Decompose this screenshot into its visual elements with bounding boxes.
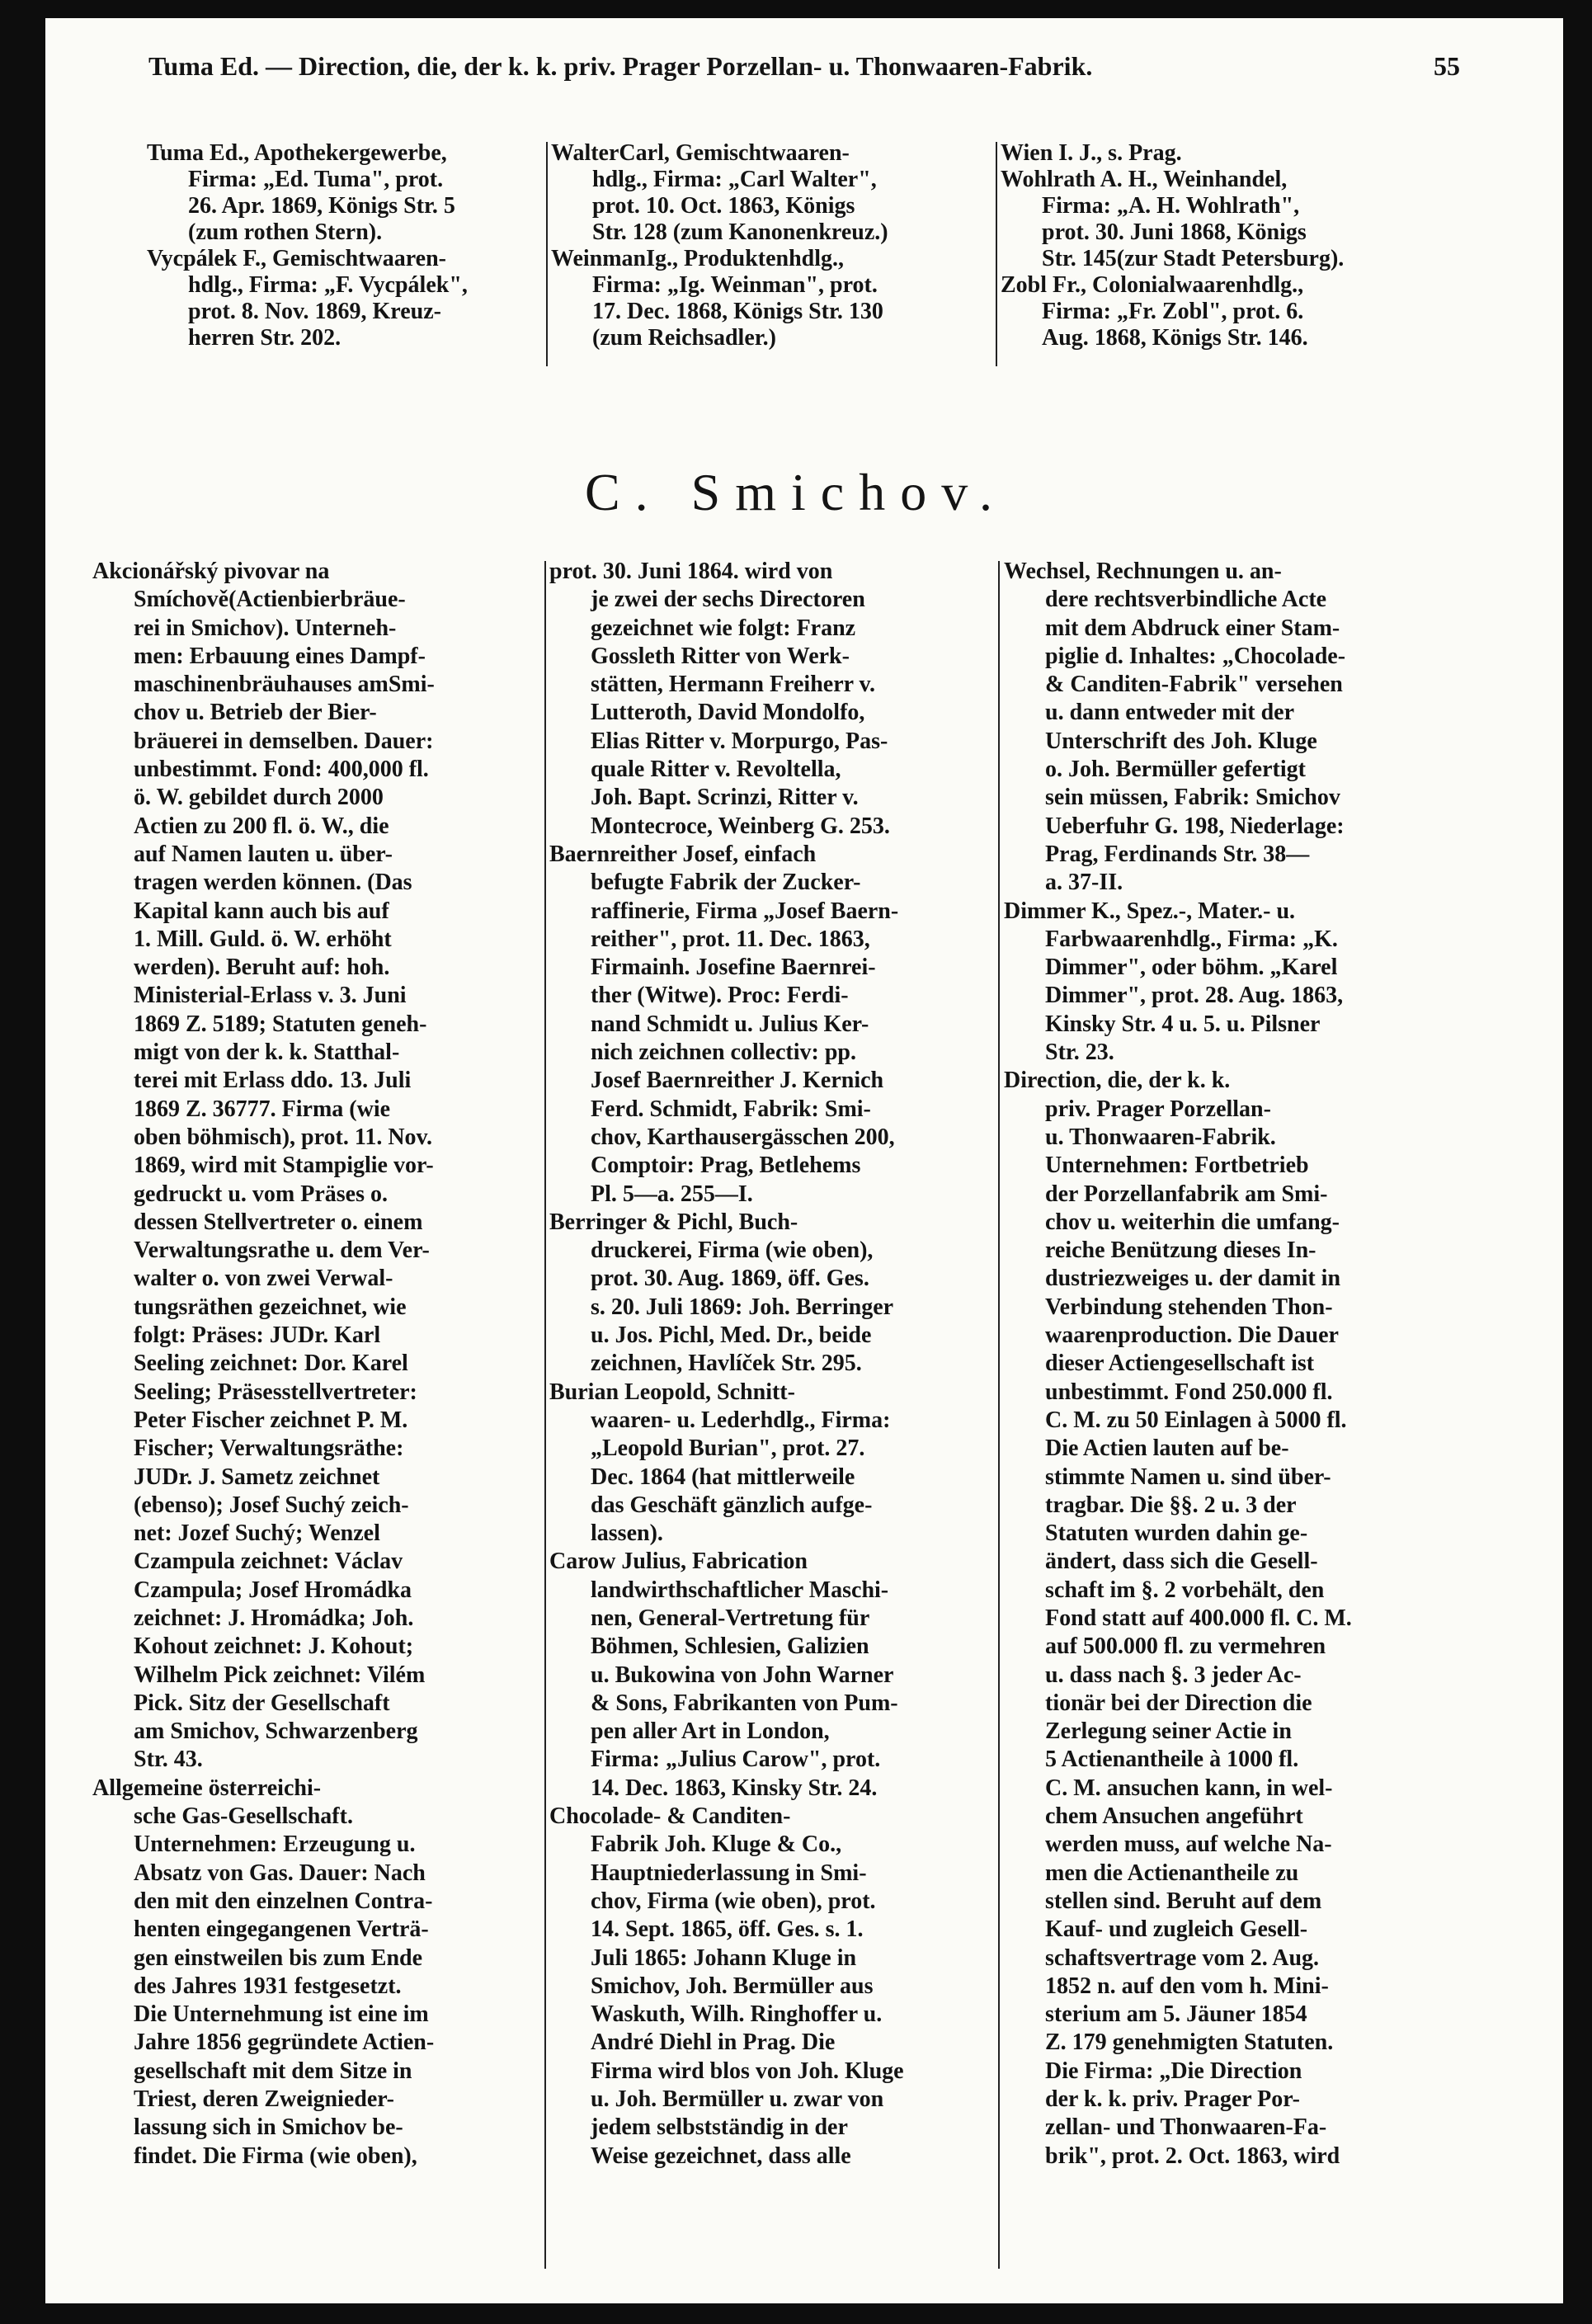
entry-text-line: Weise gezeichnet, dass alle <box>591 2143 851 2169</box>
entry-text-line: o. Joh. Bermüller gefertigt <box>1045 757 1306 783</box>
entry-text-line: André Diehl in Prag. Die <box>591 2029 836 2056</box>
entry-heading-line: Burian Leopold, Schnitt- <box>549 1379 795 1405</box>
entry-text-line: mit dem Abdruck einer Stam- <box>1045 615 1340 641</box>
entry-text-line: hdlg., Firma: „F. Vycpálek", <box>188 272 468 298</box>
entry-text-line: auf Namen lauten u. über- <box>134 841 393 867</box>
entry-text-line: Wilhelm Pick zeichnet: Vilém <box>134 1662 426 1688</box>
entry-text-line: pen aller Art in London, <box>591 1718 830 1745</box>
directory-entry <box>1004 898 1449 1068</box>
entry-text-line: Verbindung stehenden Thon- <box>1045 1294 1333 1320</box>
entry-text-line: schaftsvertrage vom 2. Aug. <box>1045 1945 1320 1971</box>
entry-text-line: Waskuth, Wilh. Ringhoffer u. <box>591 2001 883 2028</box>
entry-text-line: Die Unternehmung ist eine im <box>134 2001 429 2028</box>
entry-text-line: 14. Sept. 1865, öff. Ges. s. 1. <box>591 1916 864 1943</box>
entry-text-line: a. 37-II. <box>1045 870 1123 896</box>
entry-text-line: reiche Benützung dieses In- <box>1045 1237 1316 1264</box>
entry-text-line: das Geschäft gänzlich aufge- <box>591 1492 873 1518</box>
main-column-3 <box>1004 558 1449 2171</box>
entry-text-line: Dec. 1864 (hat mittlerweile <box>591 1464 855 1490</box>
entry-text-line: Unternehmen: Fortbetrieb <box>1045 1153 1309 1179</box>
entry-text-line: dustriezweiges u. der damit in <box>1045 1266 1341 1292</box>
entry-heading-line: Direction, die, der k. k. <box>1004 1068 1231 1094</box>
entry-text-line: u. dass nach §. 3 jeder Ac- <box>1045 1662 1302 1688</box>
directory-entry <box>549 1803 995 2171</box>
entry-text-line: Z. 179 genehmigten Statuten. <box>1045 2029 1334 2056</box>
entry-text-line: Unterschrift des Joh. Kluge <box>1045 728 1317 754</box>
entry-heading-line: Vycpálek F., Gemischtwaaren- <box>147 246 446 271</box>
entry-text-line: Jahre 1856 gegründete Actien- <box>134 2029 435 2056</box>
entry-text-line: werden). Beruht auf: hoh. <box>134 955 390 981</box>
entry-text-line: (ebenso); Josef Suchý zeich- <box>134 1492 409 1518</box>
entry-text-line: unbestimmt. Fond 250.000 fl. <box>1045 1379 1333 1405</box>
entry-text-line: Seeling; Präsesstellvertreter: <box>134 1379 417 1405</box>
running-title: Tuma Ed. — Direction, die, der k. k. priv. Prager Porzellan- u. Thonwaaren-Fabrik. <box>148 51 1093 81</box>
main-column-1 <box>92 558 538 2171</box>
top-column-3 <box>1001 140 1446 351</box>
column-rule <box>998 561 1000 2269</box>
entry-text-line: Fond statt auf 400.000 fl. C. M. <box>1045 1605 1352 1631</box>
directory-entry <box>1001 140 1446 167</box>
entry-text-line: Ministerial-Erlass v. 3. Juni <box>134 983 407 1009</box>
entry-text-line: C. M. zu 50 Einlagen à 5000 fl. <box>1045 1407 1347 1433</box>
entry-text-line: dessen Stellvertreter o. einem <box>134 1209 423 1235</box>
entry-text-line: Str. 145(zur Stadt Petersburg). <box>1042 246 1345 271</box>
directory-entry <box>1001 167 1446 272</box>
entry-text-line: Farbwaarenhdlg., Firma: „K. <box>1045 926 1338 952</box>
entry-text-line: Aug. 1868, Königs Str. 146. <box>1042 325 1308 351</box>
entry-text-line: Die Actien lauten auf be- <box>1045 1435 1289 1462</box>
entry-text-line: werden muss, auf welche Na- <box>1045 1831 1332 1858</box>
entry-text-line: prot. 10. Oct. 1863, Königs <box>592 193 855 219</box>
entry-text-line: Kinsky Str. 4 u. 5. u. Pilsner <box>1045 1011 1321 1037</box>
entry-heading-line: Berringer & Pichl, Buch- <box>549 1209 798 1235</box>
entry-text-line: tionär bei der Direction die <box>1045 1690 1312 1716</box>
entry-text-line: Statuten wurden dahin ge- <box>1045 1520 1308 1547</box>
directory-entry <box>551 246 988 351</box>
entry-text-line: stimmte Namen u. sind über- <box>1045 1464 1331 1490</box>
directory-entry <box>147 140 543 246</box>
entry-heading-line: Akcionářský pivovar na <box>92 559 330 584</box>
entry-text-line: chem Ansuchen angeführt <box>1045 1803 1303 1830</box>
entry-text-line: Firma: „Julius Carow", prot. <box>591 1747 881 1773</box>
entry-text-line: Seeling zeichnet: Dor. Karel <box>134 1351 408 1377</box>
entry-text-line: Firma: „Ed. Tuma", prot. <box>188 167 444 192</box>
entry-text-line: zeichnet: J. Hromádka; Joh. <box>134 1605 414 1631</box>
entry-heading-line: Carow Julius, Fabrication <box>549 1549 808 1575</box>
entry-text-line: brik", prot. 2. Oct. 1863, wird <box>1045 2143 1340 2169</box>
directory-entry <box>92 1775 538 2171</box>
entry-text-line: herren Str. 202. <box>188 325 341 351</box>
entry-text-line: gesellschaft mit dem Sitze in <box>134 2058 412 2084</box>
entry-text-line: chov, Firma (wie oben), prot. <box>591 1888 876 1914</box>
entry-heading-line: prot. 30. Juni 1864. wird von <box>549 559 833 584</box>
entry-text-line: hdlg., Firma: „Carl Walter", <box>592 167 877 192</box>
entry-text-line: Ueberfuhr G. 198, Niederlage: <box>1045 813 1345 839</box>
entry-text-line: Dimmer", oder böhm. „Karel <box>1045 955 1338 981</box>
entry-text-line: lassen). <box>591 1520 663 1547</box>
entry-text-line: migt von der k. k. Statthal- <box>134 1039 400 1066</box>
entry-text-line: Peter Fischer zeichnet P. M. <box>134 1407 408 1433</box>
entry-text-line: (zum Reichsadler.) <box>592 325 776 351</box>
entry-text-line: Pl. 5—a. 255—I. <box>591 1181 753 1207</box>
running-header <box>148 51 1460 82</box>
entry-text-line: sterium am 5. Jäuner 1854 <box>1045 2001 1307 2028</box>
entry-text-line: lassung sich in Smichov be- <box>134 2114 403 2141</box>
entry-text-line: zellan- und Thonwaaren-Fa- <box>1045 2114 1327 2141</box>
entry-text-line: net: Jozef Suchý; Wenzel <box>134 1520 380 1547</box>
entry-text-line: Absatz von Gas. Dauer: Nach <box>134 1860 426 1886</box>
entry-text-line: Czampula zeichnet: Václav <box>134 1549 403 1575</box>
entry-text-line: waaren- u. Lederhdlg., Firma: <box>591 1407 891 1433</box>
entry-text-line: rei in Smichov). Unterneh- <box>134 615 397 641</box>
entry-text-line: gen einstweilen bis zum Ende <box>134 1945 423 1971</box>
entry-heading-line: Wohlrath A. H., Weinhandel, <box>1001 167 1288 192</box>
column-rule <box>546 142 548 366</box>
entry-text-line: Böhmen, Schlesien, Galizien <box>591 1633 869 1660</box>
entry-text-line: tragen werden können. (Das <box>134 870 412 896</box>
entry-text-line: Str. 128 (zum Kanonenkreuz.) <box>592 219 888 245</box>
entry-text-line: Firma: „Ig. Weinman", prot. <box>592 272 878 298</box>
entry-text-line: stellen sind. Beruht auf dem <box>1045 1888 1322 1914</box>
entry-text-line: oben böhmisch), prot. 11. Nov. <box>134 1124 432 1150</box>
directory-entry <box>1001 272 1446 351</box>
entry-text-line: Firma: „A. H. Wohlrath", <box>1042 193 1300 219</box>
entry-text-line: tungsräthen gezeichnet, wie <box>134 1294 407 1320</box>
entry-text-line: henten eingegangenen Verträ- <box>134 1916 429 1943</box>
directory-entry <box>147 246 543 351</box>
entry-text-line: Pick. Sitz der Gesellschaft <box>134 1690 390 1716</box>
column-rule <box>996 142 997 366</box>
entry-text-line: sein müssen, Fabrik: Smichov <box>1045 785 1340 811</box>
main-column-2 <box>549 558 995 2171</box>
entry-text-line: ö. W. gebildet durch 2000 <box>134 785 384 811</box>
directory-entry <box>549 1209 995 1379</box>
entry-text-line: bräuerei in demselben. Dauer: <box>134 728 434 754</box>
entry-text-line: 1. Mill. Guld. ö. W. erhöht <box>134 926 392 952</box>
directory-entry <box>549 558 995 841</box>
entry-text-line: u. Thonwaaren-Fabrik. <box>1045 1124 1276 1150</box>
entry-text-line: ther (Witwe). Proc: Ferdi- <box>591 983 849 1009</box>
entry-text-line: nand Schmidt u. Julius Ker- <box>591 1011 869 1037</box>
entry-text-line: reither", prot. 11. Dec. 1863, <box>591 926 870 952</box>
top-column-2 <box>551 140 988 351</box>
entry-heading-line: Zobl Fr., Colonialwaarenhdlg., <box>1001 272 1304 298</box>
entry-text-line: Gossleth Ritter von Werk- <box>591 643 850 669</box>
entry-text-line: Comptoir: Prag, Betlehems <box>591 1153 861 1179</box>
entry-heading-line: Wechsel, Rechnungen u. an- <box>1004 559 1282 584</box>
entry-text-line: befugte Fabrik der Zucker- <box>591 870 861 896</box>
entry-text-line: Kauf- und zugleich Gesell- <box>1045 1916 1308 1943</box>
entry-text-line: schaft im §. 2 vorbehält, den <box>1045 1577 1325 1603</box>
directory-entry <box>549 1548 995 1803</box>
entry-text-line: C. M. ansuchen kann, in wel- <box>1045 1775 1333 1801</box>
entry-text-line: „Leopold Burian", prot. 27. <box>591 1435 865 1462</box>
entry-text-line: u. Joh. Bermüller u. zwar von <box>591 2086 884 2113</box>
entry-text-line: u. dann entweder mit der <box>1045 700 1295 726</box>
entry-text-line: Smíchově(Actienbierbräue- <box>134 587 406 613</box>
entry-text-line: ändert, dass sich die Gesell- <box>1045 1549 1318 1575</box>
entry-text-line: nich zeichnen collectiv: pp. <box>591 1039 856 1066</box>
entry-text-line: s. 20. Juli 1869: Joh. Berringer <box>591 1294 894 1320</box>
entry-text-line: priv. Prager Porzellan- <box>1045 1096 1271 1122</box>
entry-text-line: Firmainh. Josefine Baernrei- <box>591 955 876 981</box>
entry-text-line: Fischer; Verwaltungsräthe: <box>134 1435 404 1462</box>
entry-text-line: Zerlegung seiner Actie in <box>1045 1718 1292 1745</box>
entry-heading-line: Dimmer K., Spez.-, Mater.- u. <box>1004 898 1296 924</box>
entry-text-line: Kohout zeichnet: J. Kohout; <box>134 1633 414 1660</box>
entry-text-line: am Smichov, Schwarzenberg <box>134 1718 418 1745</box>
entry-text-line: dere rechtsverbindliche Acte <box>1045 587 1327 613</box>
page-number: 55 <box>1434 51 1460 81</box>
entry-text-line: stätten, Hermann Freiherr v. <box>591 672 876 698</box>
entry-text-line: men die Actienantheile zu <box>1045 1860 1299 1886</box>
entry-text-line: Lutteroth, David Mondolfo, <box>591 700 865 726</box>
entry-text-line: Smichov, Joh. Bermüller aus <box>591 1973 874 1999</box>
entry-heading-line: WalterCarl, Gemischtwaaren- <box>551 140 850 166</box>
directory-entry <box>549 1379 995 1549</box>
entry-text-line: prot. 30. Aug. 1869, öff. Ges. <box>591 1266 869 1292</box>
entry-text-line: gedruckt u. vom Präses o. <box>134 1181 388 1207</box>
entry-text-line: 26. Apr. 1869, Königs Str. 5 <box>188 193 455 219</box>
entry-text-line: folgt: Präses: JUDr. Karl <box>134 1322 381 1349</box>
entry-text-line: je zwei der sechs Directoren <box>591 587 865 613</box>
entry-text-line: JUDr. J. Sametz zeichnet <box>134 1464 380 1490</box>
entry-text-line: Juli 1865: Johann Kluge in <box>591 1945 857 1971</box>
entry-text-line: gezeichnet wie folgt: Franz <box>591 615 856 641</box>
entry-heading-line: Wien I. J., s. Prag. <box>1001 140 1182 166</box>
entry-text-line: Fabrik Joh. Kluge & Co., <box>591 1831 842 1858</box>
entry-text-line: Ferd. Schmidt, Fabrik: Smi- <box>591 1096 871 1122</box>
entry-text-line: dieser Actiengesellschaft ist <box>1045 1351 1315 1377</box>
entry-heading-line: Allgemeine österreichi- <box>92 1775 322 1801</box>
entry-text-line: Verwaltungsrathe u. dem Ver- <box>134 1237 430 1264</box>
entry-heading-line: Baernreither Josef, einfach <box>549 841 817 867</box>
entry-text-line: u. Jos. Pichl, Med. Dr., beide <box>591 1322 872 1349</box>
entry-text-line: der k. k. priv. Prager Por- <box>1045 2086 1300 2113</box>
entry-text-line: Unternehmen: Erzeugung u. <box>134 1831 416 1858</box>
entry-text-line: Triest, deren Zweignieder- <box>134 2086 394 2113</box>
entry-text-line: waarenproduction. Die Dauer <box>1045 1322 1339 1349</box>
entry-text-line: zeichnen, Havlíček Str. 295. <box>591 1351 862 1377</box>
entry-text-line: u. Bukowina von John Warner <box>591 1662 894 1688</box>
directory-entry <box>92 558 538 1775</box>
entry-text-line: Josef Baernreither J. Kernich <box>591 1068 884 1094</box>
entry-text-line: Dimmer", prot. 28. Aug. 1863, <box>1045 983 1344 1009</box>
entry-text-line: 1869 Z. 5189; Statuten geneh- <box>134 1011 427 1037</box>
entry-text-line: chov u. Betrieb der Bier- <box>134 700 377 726</box>
entry-text-line: auf 500.000 fl. zu vermehren <box>1045 1633 1326 1660</box>
entry-text-line: men: Erbauung eines Dampf- <box>134 643 426 669</box>
entry-text-line: Kapital kann auch bis auf <box>134 898 389 924</box>
entry-text-line: piglie d. Inhaltes: „Chocolade- <box>1045 643 1346 669</box>
entry-text-line: findet. Die Firma (wie oben), <box>134 2143 417 2169</box>
entry-text-line: quale Ritter v. Revoltella, <box>591 757 841 783</box>
entry-text-line: landwirthschaftlicher Maschi- <box>591 1577 889 1603</box>
entry-text-line: maschinenbräuhauses amSmi- <box>134 672 435 698</box>
entry-text-line: 1869 Z. 36777. Firma (wie <box>134 1096 391 1122</box>
entry-text-line: nen, General-Vertretung für <box>591 1605 870 1631</box>
entry-heading-line: Tuma Ed., Apothekergewerbe, <box>147 140 447 166</box>
entry-text-line: 5 Actienantheile à 1000 fl. <box>1045 1747 1299 1773</box>
entry-text-line: druckerei, Firma (wie oben), <box>591 1237 874 1264</box>
entry-text-line: prot. 30. Juni 1868, Königs <box>1042 219 1307 245</box>
entry-text-line: 1852 n. auf den vom h. Mini- <box>1045 1973 1329 1999</box>
entry-text-line: & Canditen-Fabrik" versehen <box>1045 672 1343 698</box>
entry-text-line: sche Gas-Gesellschaft. <box>134 1803 353 1830</box>
entry-text-line: (zum rothen Stern). <box>188 219 383 245</box>
top-column-1 <box>147 140 543 351</box>
entry-text-line: 17. Dec. 1868, Königs Str. 130 <box>592 299 883 324</box>
entry-text-line: Str. 43. <box>134 1747 203 1773</box>
entry-text-line: Joh. Bapt. Scrinzi, Ritter v. <box>591 785 859 811</box>
entry-text-line: walter o. von zwei Verwal- <box>134 1266 393 1292</box>
entry-text-line: 1869, wird mit Stampiglie vor- <box>134 1153 434 1179</box>
column-rule <box>544 561 546 2269</box>
scan-edge <box>0 0 45 2324</box>
entry-text-line: jedem selbstständig in der <box>591 2114 848 2141</box>
entry-text-line: chov u. weiterhin die umfang- <box>1045 1209 1340 1235</box>
entry-text-line: chov, Karthausergässchen 200, <box>591 1124 895 1150</box>
entry-text-line: tragbar. Die §§. 2 u. 3 der <box>1045 1492 1297 1518</box>
entry-heading-line: Chocolade- & Canditen- <box>549 1803 791 1830</box>
entry-text-line: Czampula; Josef Hromádka <box>134 1577 412 1603</box>
entry-text-line: Prag, Ferdinands Str. 38— <box>1045 841 1310 867</box>
entry-text-line: unbestimmt. Fond: 400,000 fl. <box>134 757 429 783</box>
entry-text-line: Montecroce, Weinberg G. 253. <box>591 813 890 839</box>
directory-entry <box>551 140 988 246</box>
entry-text-line: Firma wird blos von Joh. Kluge <box>591 2058 904 2084</box>
entry-text-line: 14. Dec. 1863, Kinsky Str. 24. <box>591 1775 878 1801</box>
entry-text-line: Str. 23. <box>1045 1039 1114 1066</box>
entry-text-line: Elias Ritter v. Morpurgo, Pas- <box>591 728 888 754</box>
entry-text-line: des Jahres 1931 festgesetzt. <box>134 1973 402 1999</box>
entry-text-line: Actien zu 200 fl. ö. W., die <box>134 813 389 839</box>
directory-entry <box>1004 1067 1449 2171</box>
entry-text-line: der Porzellanfabrik am Smi- <box>1045 1181 1328 1207</box>
entry-text-line: prot. 8. Nov. 1869, Kreuz- <box>188 299 441 324</box>
entry-text-line: den mit den einzelnen Contra- <box>134 1888 433 1914</box>
directory-entry <box>549 841 995 1209</box>
entry-text-line: terei mit Erlass ddo. 13. Juli <box>134 1068 412 1094</box>
directory-entry <box>1004 558 1449 898</box>
entry-text-line: Hauptniederlassung in Smi- <box>591 1860 867 1886</box>
entry-text-line: Firma: „Fr. Zobl", prot. 6. <box>1042 299 1304 324</box>
entry-heading-line: WeinmanIg., Produktenhdlg., <box>551 246 845 271</box>
entry-text-line: raffinerie, Firma „Josef Baern- <box>591 898 899 924</box>
section-title: C. Smichov. <box>584 463 1008 521</box>
entry-text-line: & Sons, Fabrikanten von Pum- <box>591 1690 898 1716</box>
entry-text-line: Die Firma: „Die Direction <box>1045 2058 1302 2084</box>
